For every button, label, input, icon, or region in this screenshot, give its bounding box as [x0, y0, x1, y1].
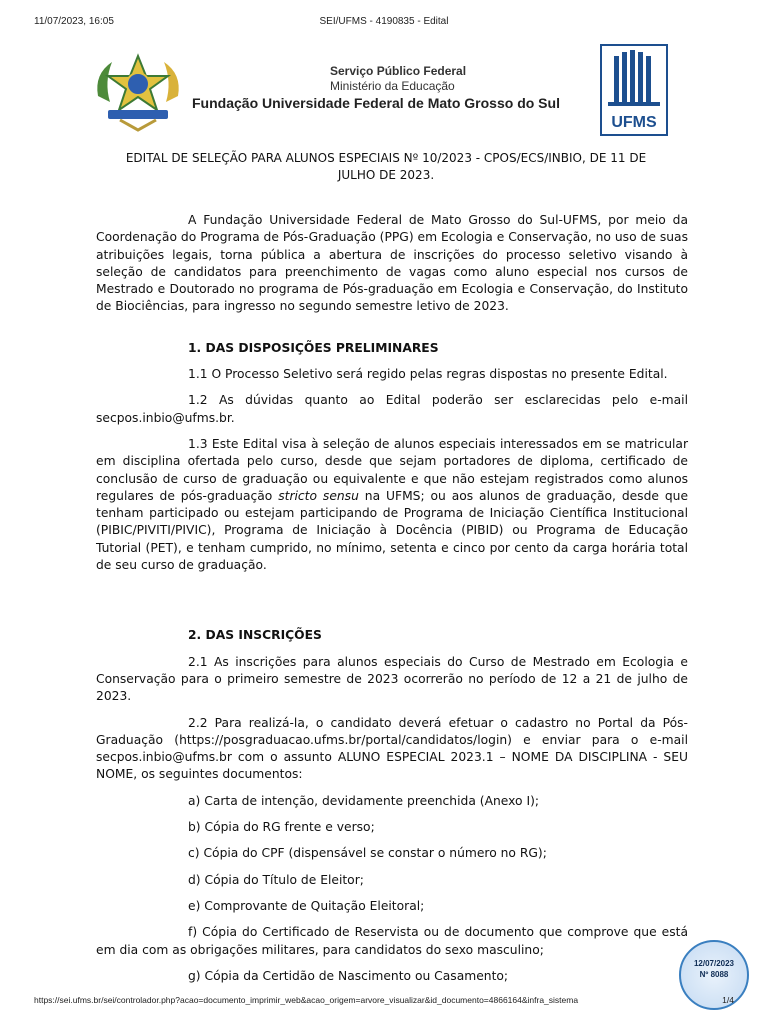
print-footer	[34, 995, 734, 1009]
ministry-line: Ministério da Educação	[330, 79, 455, 93]
ufms-logo-text: UFMS	[611, 114, 657, 131]
page-number: 1/4	[722, 995, 734, 1005]
paragraph-2-2: 2.2 Para realizá-la, o candidato deverá efetuar o cadastro no Portal da Pós-Graduação (https://posgraduacao.ufms.br/portal/candidatos/login) e enviar para o e-mail secpos.inbio@ufms.br com o assunto ALUNO ESPECIAL 2023.1 – NOME DA DISCIPLINA - SEU NOME, os seguintes documentos:	[96, 715, 688, 782]
letterhead	[90, 42, 690, 138]
print-url: https://sei.ufms.br/sei/controlador.php?acao=documento_imprimir_web&acao_origem=arvore_visualizar&id_documento=4866164&infra_sistema	[34, 995, 579, 1005]
section-1-heading: 1. DAS DISPOSIÇÕES PRELIMINARES	[188, 340, 439, 355]
document-item-g: g) Cópia da Certidão de Nascimento ou Casamento;	[188, 968, 509, 983]
paragraph-1-1: 1.1 O Processo Seletivo será regido pelas regras dispostas no presente Edital.	[188, 367, 668, 382]
document-item-f: f) Cópia do Certificado de Reservista ou de documento que comprove que está em dia com as obrigações militares, para candidatos do sexo masculino;	[96, 925, 688, 957]
paragraph-1-3-part-b: na UFMS; ou aos alunos de graduação, desde que tenham participado ou estejam participando de Programa de Iniciação Científica Institucional (PIBIC/PIVITI/PIVIC), Programa de Iniciação à Docência (PIBID) ou Programa de Educação Tutorial (PET), e tenham cumprido, no mínimo, setenta e cinco por cento da carga horária total de seu curso de graduação.	[96, 488, 689, 573]
stamp-date: 12/07/2023	[693, 959, 735, 968]
document-body	[96, 212, 688, 994]
print-header	[34, 16, 734, 30]
title-line-2: JULHO DE 2023.	[337, 168, 435, 182]
foundation-line: Fundação Universidade Federal de Mato Grosso do Sul	[192, 95, 560, 111]
document-title	[110, 150, 662, 184]
paragraph-1-3	[96, 436, 688, 574]
paragraph-1-2: 1.2 As dúvidas quanto ao Edital poderão ser esclarecidas pelo e-mail secpos.inbio@ufms.br.	[96, 393, 688, 425]
ufms-logo	[600, 44, 668, 136]
print-title: SEI/UFMS - 4190835 - Edital	[319, 16, 449, 27]
document-item-c: c) Cópia do CPF (dispensável se constar o número no RG);	[188, 846, 547, 861]
print-timestamp: 11/07/2023, 16:05	[34, 16, 114, 27]
paragraph-1-3-part-a: 1.3 Este Edital visa à seleção de alunos especiais interessados em se matricular em disciplina ofertada pelo curso, desde que sejam portadores de diploma, certificado de conclusão de curso de graduação ou equivalente e que não estejam registrados como alunos regulares de pós-graduação	[96, 436, 688, 503]
coat-of-arms-icon	[90, 52, 186, 132]
document-item-a: a) Carta de intenção, devidamente preenchida (Anexo I);	[188, 793, 540, 808]
document-item-b: b) Cópia do RG frente e verso;	[188, 820, 375, 835]
stamp-number: Nº 8088	[699, 970, 729, 979]
organization-name	[192, 64, 612, 112]
paragraph-1-3-emphasis: stricto sensu	[278, 488, 359, 503]
service-line: Serviço Público Federal	[330, 64, 467, 78]
intro-paragraph: A Fundação Universidade Federal de Mato Grosso do Sul-UFMS, por meio da Coordenação do Programa de Pós-Graduação (PPG) em Ecologia e Conservação, no uso de suas atribuições legais, torna pública a abertura de inscrições do processo seletivo visando à seleção de candidatos para preenchimento de vagas como aluno especial nos cursos de Mestrado e Doutorado no programa de Pós-graduação em Ecologia e Conservação, do Instituto de Biociências, para ingresso no segundo semestre letivo de 2023.	[96, 213, 688, 314]
title-line-1: EDITAL DE SELEÇÃO PARA ALUNOS ESPECIAIS Nº 10/2023 - CPOS/ECS/INBIO, DE 11 DE	[125, 151, 647, 165]
paragraph-2-1: 2.1 As inscrições para alunos especiais do Curso de Mestrado em Ecologia e Conservação para o primeiro semestre de 2023 ocorrerão no período de 12 a 21 de julho de 2023.	[96, 654, 688, 704]
document-item-d: d) Cópia do Título de Eleitor;	[188, 872, 364, 887]
document-item-e: e) Comprovante de Quitação Eleitoral;	[188, 898, 425, 913]
section-2-heading: 2. DAS INSCRIÇÕES	[188, 628, 322, 643]
